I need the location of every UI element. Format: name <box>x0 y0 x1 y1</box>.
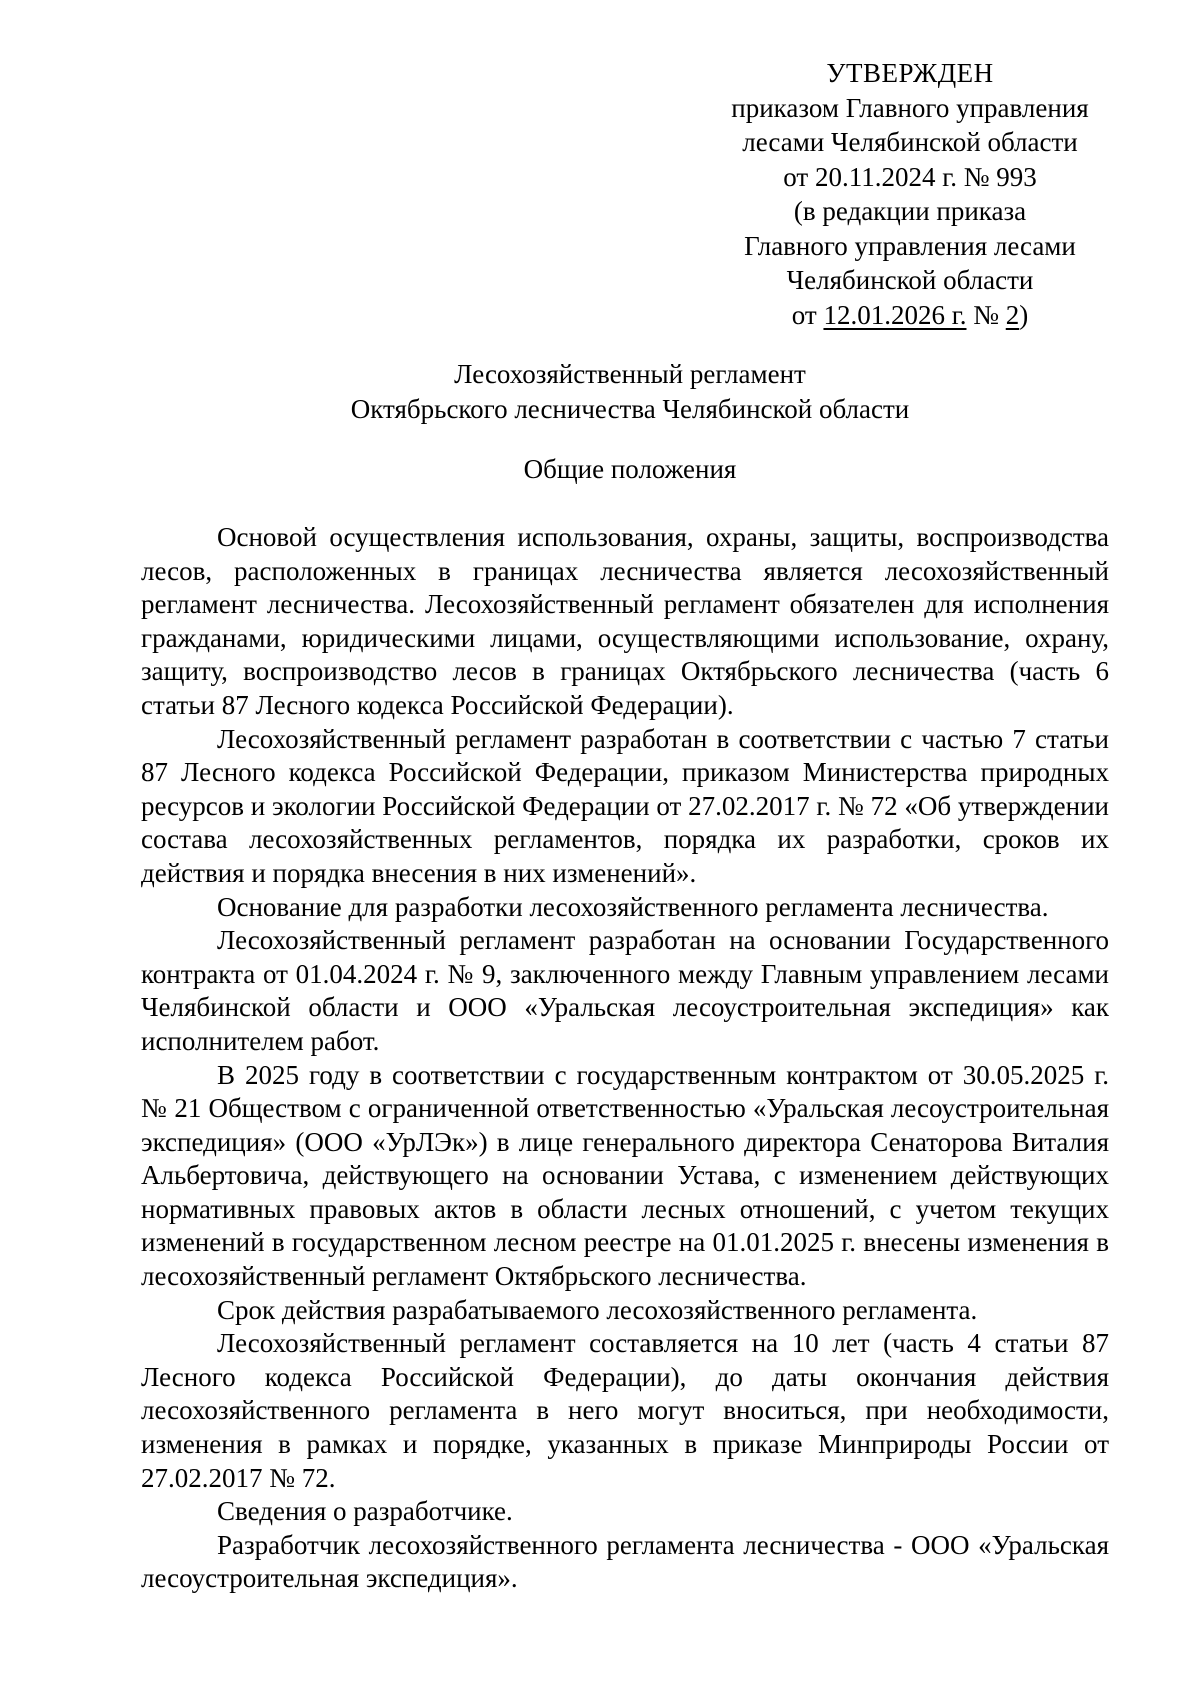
approval-line: Главного управления лесами <box>744 230 1076 261</box>
paragraph: Срок действия разрабатываемого лесохозяйственного регламента. <box>217 1294 978 1325</box>
approval-line: приказом Главного управления <box>731 92 1089 123</box>
approval-line: (в редакции приказа <box>793 196 1027 226</box>
approval-line: Челябинской области <box>786 265 1034 295</box>
approval-revision-date <box>680 298 1140 333</box>
revision-mid: № <box>966 299 1006 330</box>
title-line-2: Октябрьского лесничества Челябинской области <box>350 394 910 424</box>
approval-block <box>680 56 1140 332</box>
revision-suffix: ) <box>1019 299 1029 330</box>
approval-line: лесами Челябинской области <box>742 127 1078 157</box>
section-heading: Общие положения <box>523 454 737 484</box>
paragraph: Лесохозяйственный регламент разработан на основании Государственного контракта от 01.04.2024 г. № 9, заключенного между Главным управлением лесами Челябинской области и ООО «Уральская лесоустроительная экспедиция» как исполнителем работ. <box>141 925 1109 1056</box>
revision-prefix: от <box>791 299 824 330</box>
approval-heading: УТВЕРЖДЕН <box>826 58 994 88</box>
paragraph: Лесохозяйственный регламент составляется на 10 лет (часть 4 статьи 87 Лесного кодекса Российской Федерации), до даты окончания действия лесохозяйственного регламента в него могут вноситься, при необходимости, изменения в рамках и порядке, указанных в приказе Минприроды России от 27.02.2017 № 72. <box>141 1328 1109 1493</box>
revision-number: 2 <box>1005 299 1020 330</box>
document-title <box>150 357 1110 427</box>
paragraph: Сведения о разработчике. <box>217 1496 513 1527</box>
approval-order-date: от 20.11.2024 г. № 993 <box>783 161 1037 192</box>
paragraph: Разработчик лесохозяйственного регламента лесничества - ООО «Уральская лесоустроительная экспедиция». <box>141 1529 1109 1594</box>
paragraph: Основание для разработки лесохозяйственного регламента лесничества. <box>217 891 1049 922</box>
paragraph: В 2025 году в соответствии с государственным контрактом от 30.05.2025 г. № 21 Обществом с ограниченной ответственностью «Уральская лесоустроительная экспедиция» (ООО «УрЛЭк») в лице генерального директора Сенаторова Виталия Альбертовича, действующего на основании Устава, с изменением действующих нормативных правовых актов в области лесных отношений, с учетом текущих изменений в государственном лесном реестре на 01.01.2025 г. внесены изменения в лесохозяйственный регламент Октябрьского лесничества. <box>141 1059 1109 1292</box>
paragraph: Основой осуществления использования, охраны, защиты, воспроизводства лесов, расположенных в границах лесничества является лесохозяйственный регламент лесничества. Лесохозяйственный регламент обязателен для исполнения гражданами, юридическими лицами, осуществляющими использование, охрану, защиту, воспроизводство лесов в границах Октябрьского лесничества (часть 6 статьи 87 Лесного кодекса Российской Федерации). <box>141 522 1109 720</box>
paragraph: Лесохозяйственный регламент разработан в соответствии с частью 7 статьи 87 Лесного кодекса Российской Федерации, приказом Министерства природных ресурсов и экологии Российской Федерации от 27.02.2017 г. № 72 «Об утверждении состава лесохозяйственных регламентов, порядка их разработки, сроков их действия и порядка внесения в них изменений». <box>141 723 1109 888</box>
document-body <box>141 521 1109 1596</box>
title-line-1: Лесохозяйственный регламент <box>454 359 806 389</box>
revision-date: 12.01.2026 г. <box>823 299 967 330</box>
